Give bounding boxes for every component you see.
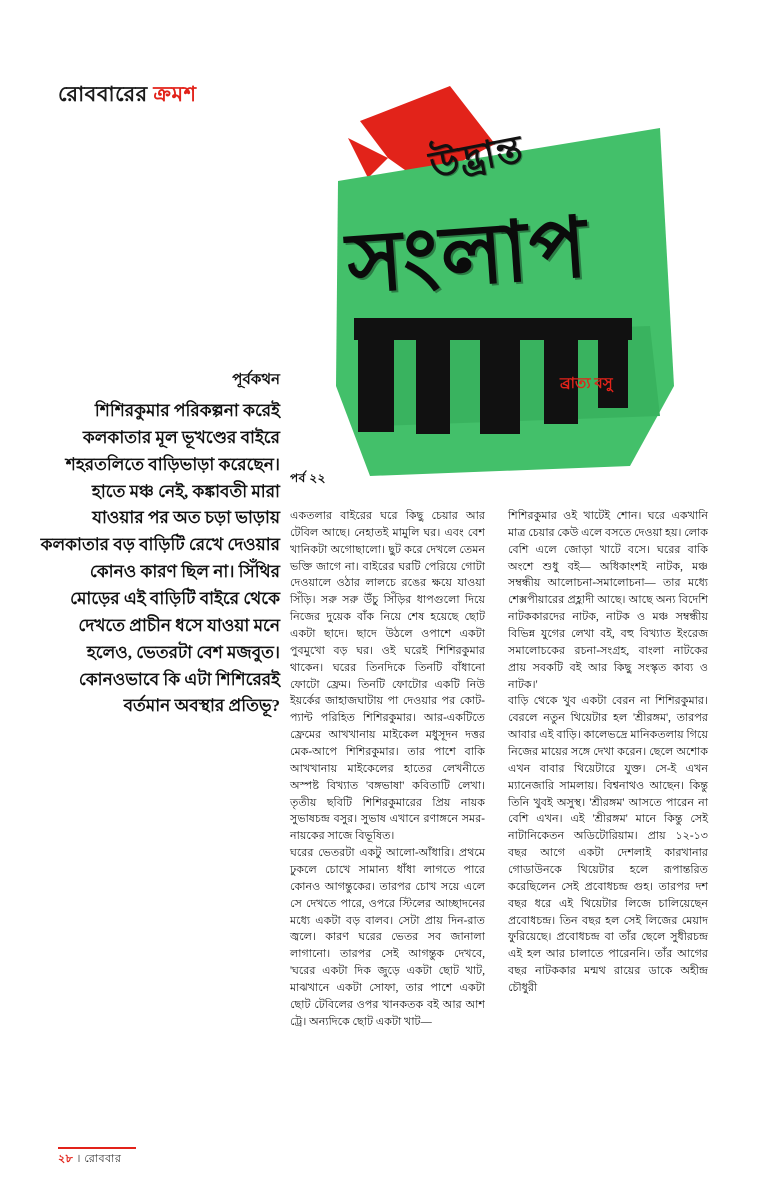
body-column-right <box>508 508 708 997</box>
paragraph: একতলার বাইরের ঘরে কিছু চেয়ার আর টেবিল আছে। নেহাতই মামুলি ঘর। এবং বেশ খানিকটা অগোছালো। ছুট করে দেখলে তেমন ভক্তি জাগে না। বাইরের ঘরটি পেরিয়ে গোটা দেওয়ালে ওঠার লালচে রঙের ক্ষয়ে যাওয়া সিঁড়ি। সরু সরু উঁচু সিঁড়ির ধাপগুলো দিয়ে নিজের দুয়েক বাঁক নিয়ে শেষ হয়েছে ছোট একটা ছাদে। ছাদে উঠলে ওপাশে একটা পুবমুখো বড় ঘর। ওই ঘরেই শিশিরকুমার থাকেন। ঘরের তিনদিকে তিনটি বাঁধানো ফোটো ফ্রেম। তিনটি ফোটোর একটি নিউ ইয়র্কের জাহাজঘাটায় পা দেওয়ার পর কোট-প্যান্ট পরিহিত শিশিরকুমার। আর-একটিতে ফ্রেমের আখখানায় মাইকেল মধুসূদন দত্তর মেক-আপে শিশিরকুমার। তার পাশে বাকি আখখানায় মাইকেলের হাতের লেখনীতে অস্পষ্ট বিখ্যাত 'বঙ্গভাষা' কবিতাটি লেখা। তৃতীয় ছবিটি শিশিরকুমারের প্রিয় নায়ক সুভাষচন্দ্র বসুর। সুভাষ এখানে রণাঙ্গনে সমর-নায়কের সাজে বিভূষিত। <box>290 510 485 843</box>
page-number: ২৮ <box>58 1153 74 1165</box>
body-column-left <box>290 508 485 1031</box>
masthead-divider <box>58 112 238 113</box>
intro-label: পূর্বকথন <box>232 372 280 388</box>
episode-label: পর্ব ২২ <box>290 471 326 485</box>
footer-divider <box>58 1147 136 1149</box>
author-byline: ব্রাত্য বসু <box>560 376 613 392</box>
letter-crossbar <box>354 318 632 340</box>
letter-block-1 <box>358 336 394 432</box>
paragraph: বাড়ি থেকে খুব একটা বেরন না শিশিরকুমার। বেরলে নতুন থিয়েটার হল 'শ্রীরঙ্গম', তারপর আবার এই বাড়ি। কালেভদ্রে মানিকতলায় গিয়ে নিজের মায়ের সঙ্গে দেখা করেন। ছেলে অশোক এখন বাবার থিয়েটারে যুক্ত। সে-ই এখন ম্যানেজারি সামলায়। বিশ্বনাথও আছেন। কিন্তু তিনি খুবই অসুস্থ। 'শ্রীরঙ্গম' আসতে পারেন না বেশি এখন। এই 'শ্রীরঙ্গম' মানে কিন্তু সেই নাটানিকেতন অডিটোরিয়াম। প্রায় ১২-১৩ বছর আগে একটা দেশলাই কারখানার গোডাউনকে থিয়েটার হলে রূপান্তরিত করেছিলেন সেই প্রবোধচন্দ্র গুহ। তারপর দশ বছর ধরে এই থিয়েটার লিজে চালিয়েছেন প্রবোধচন্দ্র। তিন বছর হল সেই লিজের মেয়াদ ফুরিয়েছে। প্রবোধচন্দ্র বা তাঁর ছেলে সুধীরচন্দ্র এই হল আর চালাতে পারেননি। তাঁর আগের বছর নাটককার মন্মথ রায়ের ডাকে অহীন্দ্র চৌধুরী <box>508 695 708 995</box>
footer-publication: রোববার <box>84 1153 122 1165</box>
masthead-highlight: ক্রমশ <box>153 82 197 106</box>
footer <box>58 1150 121 1169</box>
masthead-prefix: রোববারের <box>58 82 154 106</box>
hero-title-line-2: সংলাপ <box>344 201 592 312</box>
hero-title-line-1: উদ্ভ্রান্ত <box>426 128 527 188</box>
footer-separator: । <box>76 1153 81 1165</box>
letter-block-3 <box>480 332 520 434</box>
letter-block-2 <box>416 334 450 434</box>
masthead <box>58 78 197 113</box>
paragraph: শিশিরকুমার ওই খাটেই শোন। ঘরে একখানি মাত্র চেয়ার কেউ এলে বসতে দেওয়া হয়। লোক বেশি এলে জোড়া খাটে বসে। ঘরের বাকি অংশে শুধু বই— অধিকাংশই নাটক, মঞ্চ সম্বন্ধীয় আলোচনা-সমালোচনা— তার মধ্যে শেক্সপীয়ারের প্রহ্লাদী আছে। আছে অন্য বিদেশি নাটককারদের নাটক, নাটক ও মঞ্চ সম্বন্ধীয় বিভিন্ন যুগের লেখা বই, বহু বিখ্যাত ইংরেজ সমালোচকের রচনা-সংগ্রহ, বাংলা নাটকের প্রায় সবকটি বই আর কিছু সংস্কৃত কাব্য ও নাটক।' <box>508 510 708 691</box>
paragraph: ঘরের ভেতরটা একটু আলো-আঁধারি। প্রথমে ঢুকলে চোখে সামান্য ধাঁধা লাগতে পারে কোনও আগন্তুকের। তারপর চোখ সয়ে এলে সে দেখতে পারে, ওপরে স্টিলের আচ্ছাদনের মধ্যে একটা বড় বালব। সেটা প্রায় দিন-রাত জ্বলে। কারণ ঘরের ভেতর সব জানালা লাগানো। তারপর সেই আগন্তুক দেখবে, 'ঘরের একটা দিক জুড়ে একটা ছোট খাট, মাঝখানে একটা সোফা, তার পাশে একটা ছোট টেবিলের ওপর খানকতক বই আর আশ ট্রে। অন্যদিকে ছোট একটা খাট— <box>290 847 485 1028</box>
intro-text: শিশিরকুমার পরিকল্পনা করেই কলকাতার মূল ভূখণ্ডের বাইরে শহরতলিতে বাড়িভাড়া করেছেন। হাতে মঞ্চ নেই, কঙ্কাবতী মারা যাওয়ার পর অত চড়া ভাড়ায় কলকাতার বড় বাড়িটি রেখে দেওয়ার কোনও কারণ ছিল না। সিঁথির মোড়ের এই বাড়িটি বাইরে থেকে দেখতে প্রাচীন ধসে যাওয়া মনে হলেও, ভেতরটা বেশ মজবুত। কোনওভাবে কি এটা শিশিরেরই বর্তমান অবস্থার প্রতিভূ? <box>40 401 280 716</box>
